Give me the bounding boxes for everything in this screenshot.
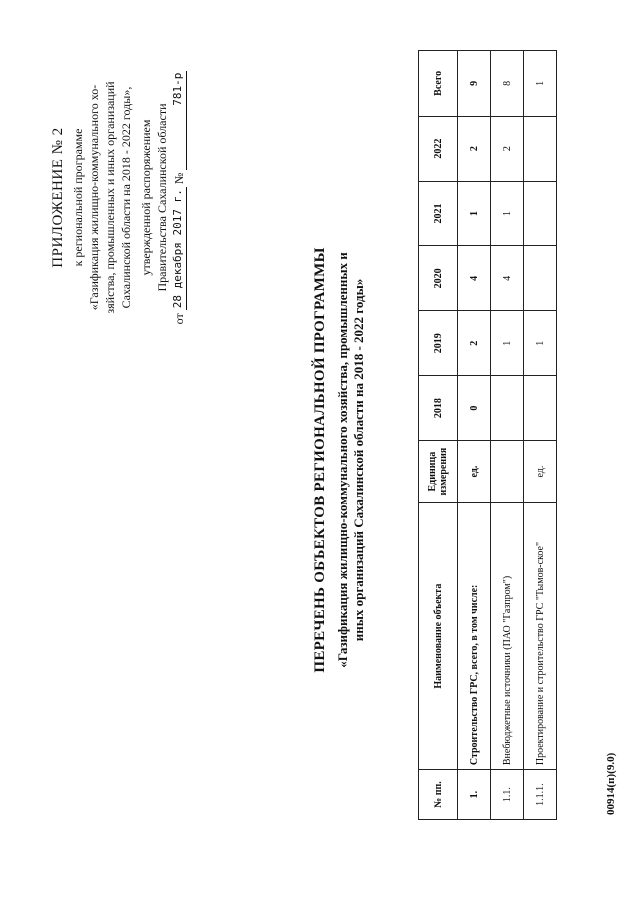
date-field: 28 декабря 2017 г. <box>170 187 187 310</box>
appendix-block <box>50 35 187 360</box>
header-2020: 2020 <box>419 246 458 311</box>
cell-2020 <box>524 246 557 311</box>
cell-2021: 1 <box>491 181 524 246</box>
cell-2021 <box>524 181 557 246</box>
header-number: № пп. <box>419 770 458 820</box>
cell-unit: ед. <box>524 441 557 503</box>
table-row <box>524 51 557 820</box>
cell-number: 1.1.1. <box>524 770 557 820</box>
header-2022: 2022 <box>419 116 458 181</box>
approved-line: утвержденной распоряжением <box>139 119 153 276</box>
header-total: Всего <box>419 51 458 117</box>
cell-name: Внебюджетные источники (ПАО "Газпром") <box>491 503 524 770</box>
signature-line <box>170 35 187 360</box>
cell-name: Проектирование и строительство ГРС "Тымов-ское" <box>524 503 557 770</box>
document-title <box>312 135 367 785</box>
table-row <box>458 51 491 820</box>
table-row <box>491 51 524 820</box>
title-main: ПЕРЕЧЕНЬ ОБЪЕКТОВ РЕГИОНАЛЬНОЙ ПРОГРАММЫ <box>312 247 328 673</box>
header-2021: 2021 <box>419 181 458 246</box>
cell-unit <box>491 441 524 503</box>
cell-2020: 4 <box>491 246 524 311</box>
cell-2022: 2 <box>491 116 524 181</box>
cell-2019: 1 <box>491 311 524 376</box>
cell-number: 1. <box>458 770 491 820</box>
appendix-line: Сахалинской области на 2018 - 2022 годы», <box>119 86 133 309</box>
header-name: Наименование объекта <box>419 503 458 770</box>
title-sub-line: иных организаций Сахалинской области на 2018 - 2022 годы» <box>351 278 366 642</box>
cell-2019: 1 <box>524 311 557 376</box>
cell-2020: 4 <box>458 246 491 311</box>
cell-total: 1 <box>524 51 557 117</box>
cell-2022: 2 <box>458 116 491 181</box>
number-field: 781-р <box>170 71 187 170</box>
cell-2018 <box>491 376 524 441</box>
title-sub-line: «Газификация жилищно-коммунального хозяйства, промышленных и <box>335 252 350 668</box>
approved-line: Правительства Сахалинской области <box>155 103 169 292</box>
header-unit: Единица измерения <box>419 441 458 503</box>
cell-number: 1.1. <box>491 770 524 820</box>
header-2018: 2018 <box>419 376 458 441</box>
header-2019: 2019 <box>419 311 458 376</box>
cell-2022 <box>524 116 557 181</box>
cell-2018: 0 <box>458 376 491 441</box>
cell-2019: 2 <box>458 311 491 376</box>
cell-total: 8 <box>491 51 524 117</box>
appendix-title: ПРИЛОЖЕНИЕ № 2 <box>50 127 66 268</box>
cell-2018 <box>524 376 557 441</box>
appendix-line: «Газификация жилищно-коммунального хо- <box>87 84 101 311</box>
footer-code: 00914(п)(9.0) <box>605 752 617 815</box>
number-label: № <box>172 172 186 185</box>
cell-2021: 1 <box>458 181 491 246</box>
date-prefix: от <box>172 313 186 325</box>
cell-unit: ед. <box>458 441 491 503</box>
objects-table <box>418 50 557 820</box>
cell-total: 9 <box>458 51 491 117</box>
appendix-line: зяйства, промышленных и иных организаций <box>103 81 117 314</box>
cell-name: Строительство ГРС, всего, в том числе: <box>458 503 491 770</box>
appendix-line: к региональной программе <box>71 128 85 267</box>
table-header-row <box>419 51 458 820</box>
